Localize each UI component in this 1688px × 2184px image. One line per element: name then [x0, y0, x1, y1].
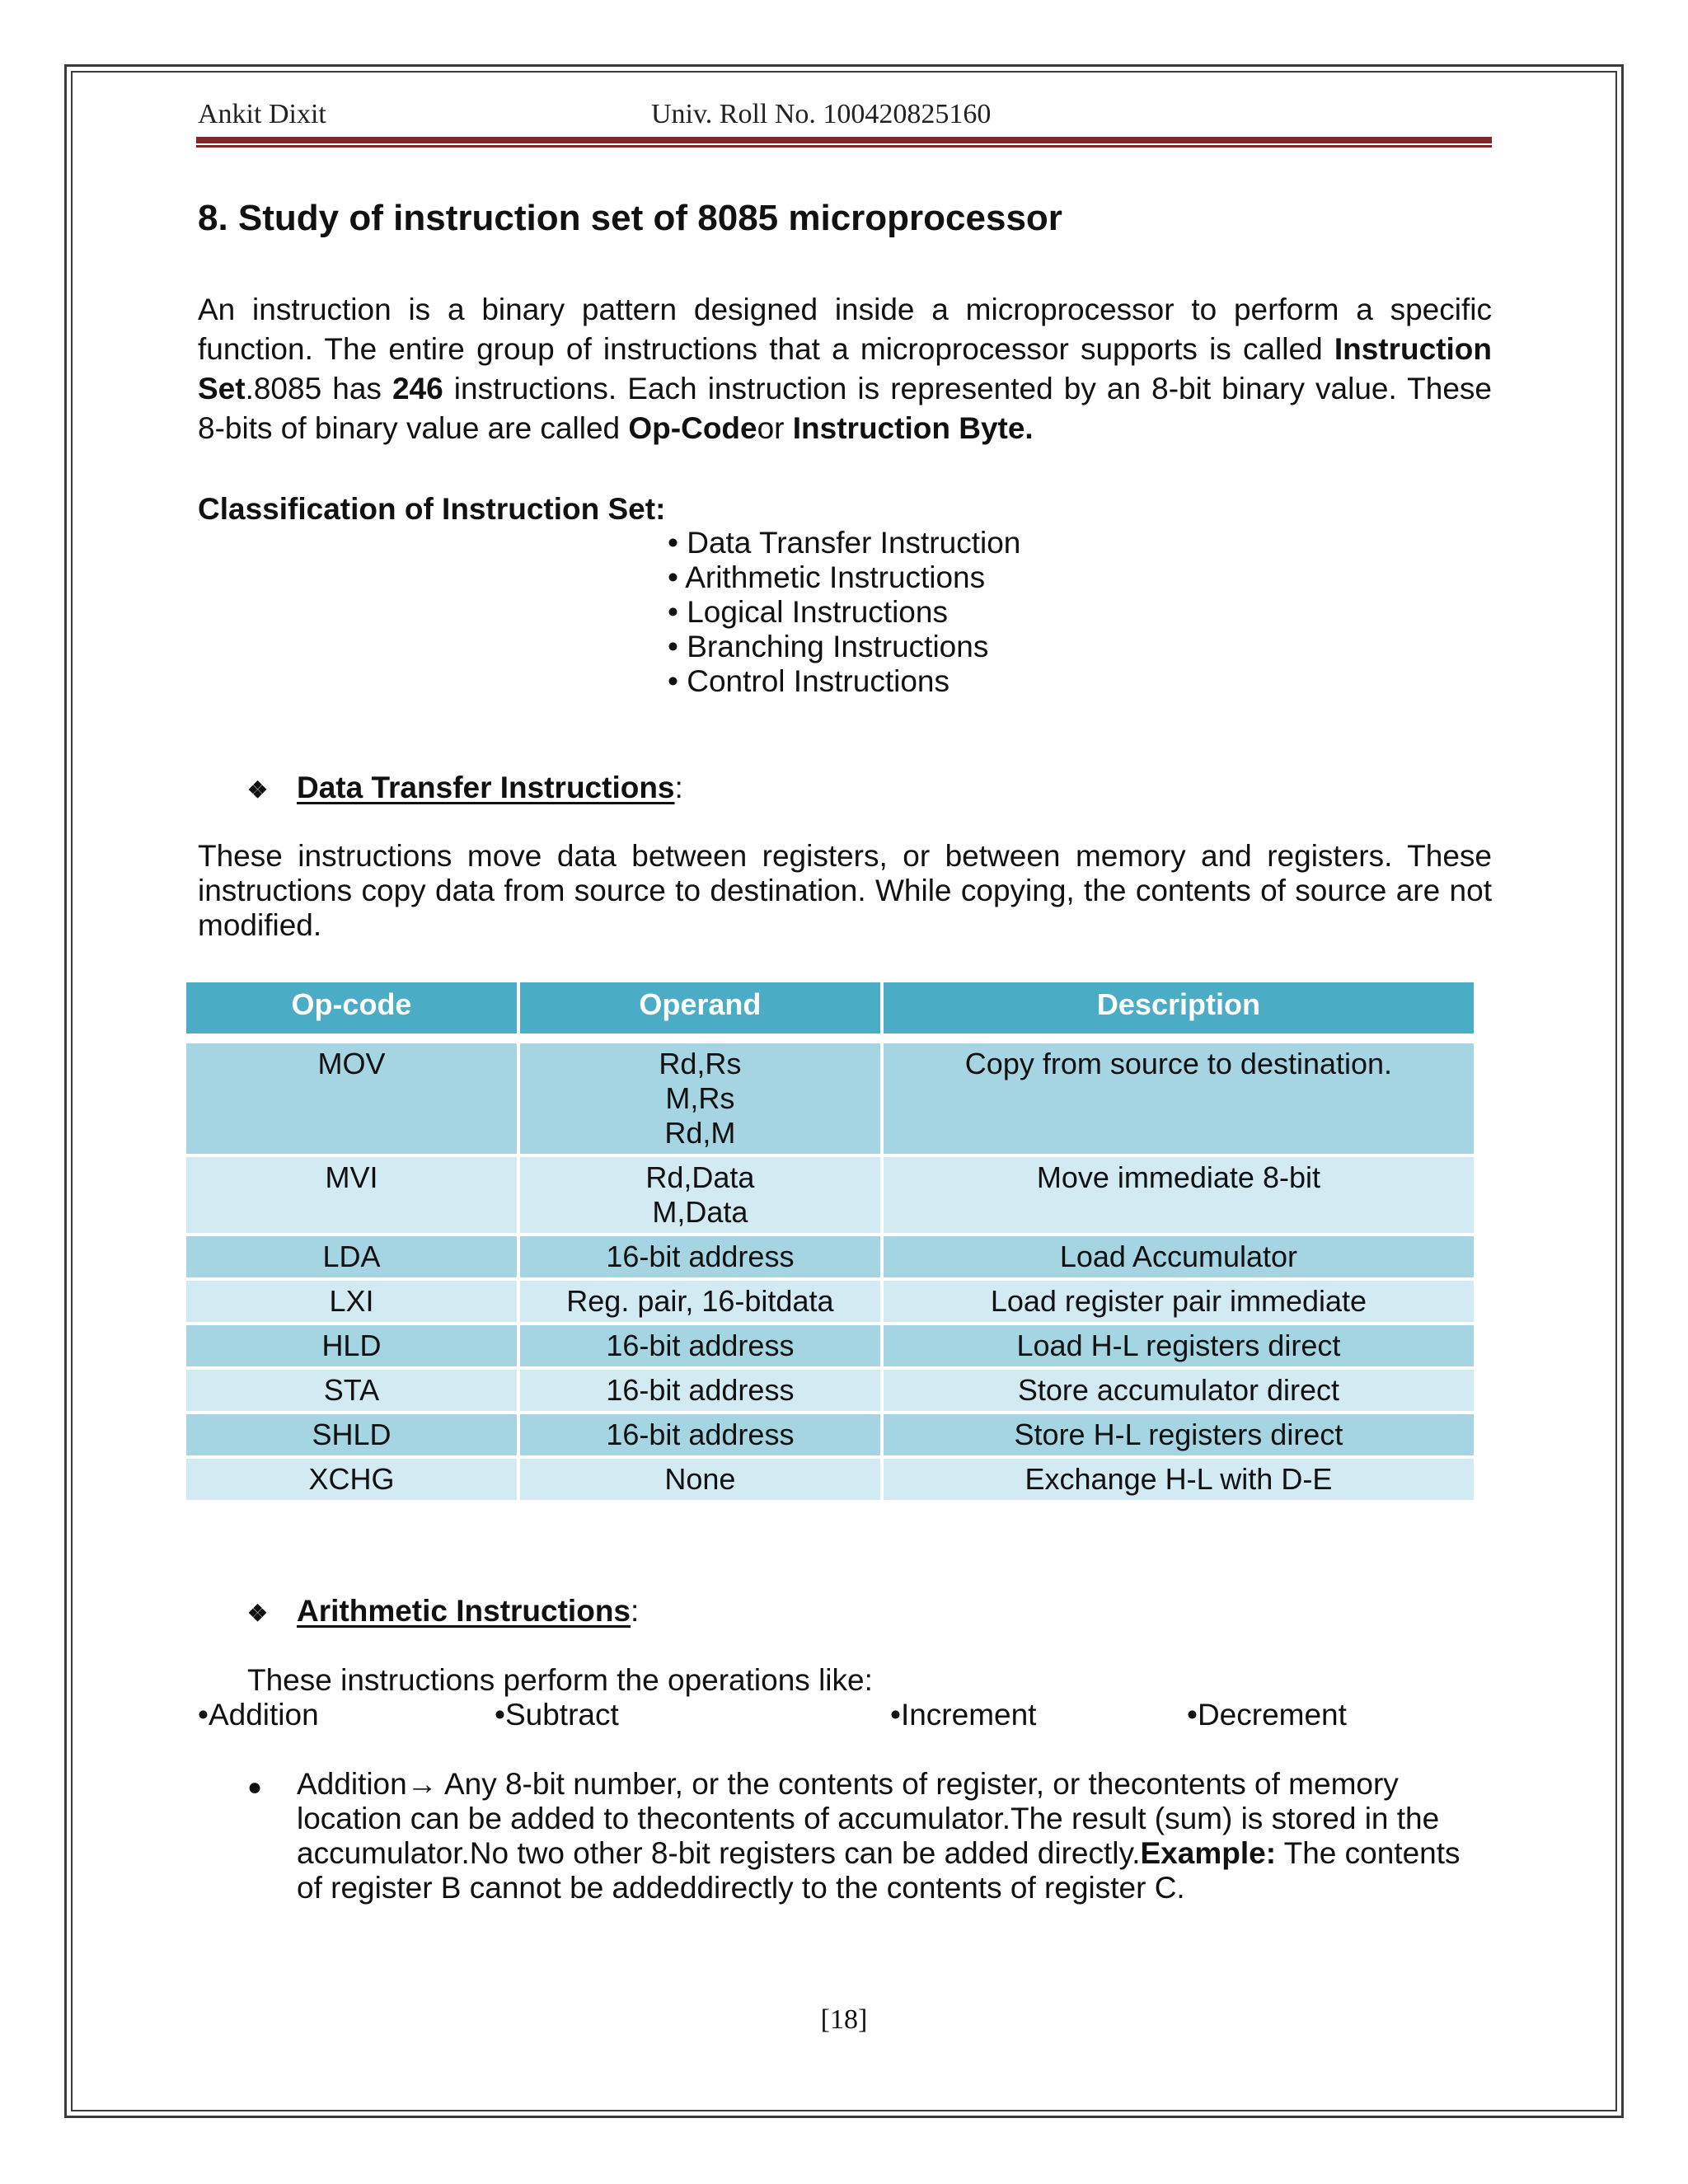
list-item: • Branching Instructions [668, 630, 989, 663]
table-row: STA 16-bit address Store accumulator direct [186, 1370, 1474, 1411]
column-header-description: Description [884, 982, 1474, 1033]
data-transfer-table [183, 979, 1477, 1503]
intro-paragraph: An instruction is a binary pattern designed inside a microprocessor to perform a specific function. The entire group of instructions that a microprocessor supports is called Instruction Set.8085 has 246 instructions. Each instruction is represented by an 8-bit binary value. These 8-bits of binary value are called Op-Codeor Instruction Byte. [198, 293, 1492, 445]
data-transfer-description: These instructions move data between registers, or between memory and registers. These instructions copy data from source to destination. While copying, the contents of source are not modified. [198, 839, 1492, 942]
header-name: Ankit Dixit [198, 99, 326, 129]
operation-addition: •Addition [198, 1698, 319, 1732]
header-rule-thin [196, 145, 1492, 148]
arithmetic-heading: ❖ Arithmetic Instructions: [247, 1594, 640, 1628]
list-item: • Control Instructions [668, 664, 950, 698]
bullet-icon: ● [247, 1774, 263, 1801]
table-row: LDA 16-bit address Load Accumulator [186, 1236, 1474, 1277]
page-title: 8. Study of instruction set of 8085 microprocessor [198, 198, 1062, 238]
table-row: MOV Rd,Rs M,Rs Rd,M Copy from source to destination. [186, 1043, 1474, 1154]
list-item: • Logical Instructions [668, 595, 948, 629]
data-transfer-heading: ❖ Data Transfer Instructions: [247, 771, 683, 804]
addition-description: Addition→ Any 8-bit number, or the contents of register, or thecontents of memory location can be added to thecontents of accumulator.The result (sum) is stored in the accumulator.No two other 8-bit registers can be added directly.Example: The contents of register B cannot be addeddirectly to the contents of register C. [297, 1767, 1461, 1905]
diamond-bullet-icon: ❖ [247, 776, 269, 803]
page-number: [18] [820, 2004, 868, 2035]
table-row: XCHG None Exchange H-L with D-E [186, 1459, 1474, 1500]
column-header-opcode: Op-code [186, 982, 517, 1033]
list-item: • Data Transfer Instruction [668, 526, 1021, 560]
classification-title: Classification of Instruction Set: [198, 492, 666, 526]
diamond-bullet-icon: ❖ [247, 1600, 269, 1626]
header-roll-number: Univ. Roll No. 100420825160 [651, 99, 992, 129]
operation-decrement: •Decrement [1187, 1698, 1347, 1732]
table-row: HLD 16-bit address Load H-L registers direct [186, 1325, 1474, 1366]
classification-list [668, 526, 1020, 699]
header-rule [196, 137, 1492, 143]
table-row: SHLD 16-bit address Store H-L registers direct [186, 1414, 1474, 1455]
operation-increment: •Increment [890, 1698, 1037, 1732]
list-item: • Arithmetic Instructions [668, 560, 986, 594]
table-row: MVI Rd,Data M,Data Move immediate 8-bit [186, 1157, 1474, 1233]
operation-subtract: •Subtract [495, 1698, 619, 1732]
arithmetic-intro: These instructions perform the operations like: [247, 1663, 873, 1697]
table-row: LXI Reg. pair, 16-bitdata Load register pair immediate [186, 1281, 1474, 1322]
column-header-operand: Operand [520, 982, 880, 1033]
